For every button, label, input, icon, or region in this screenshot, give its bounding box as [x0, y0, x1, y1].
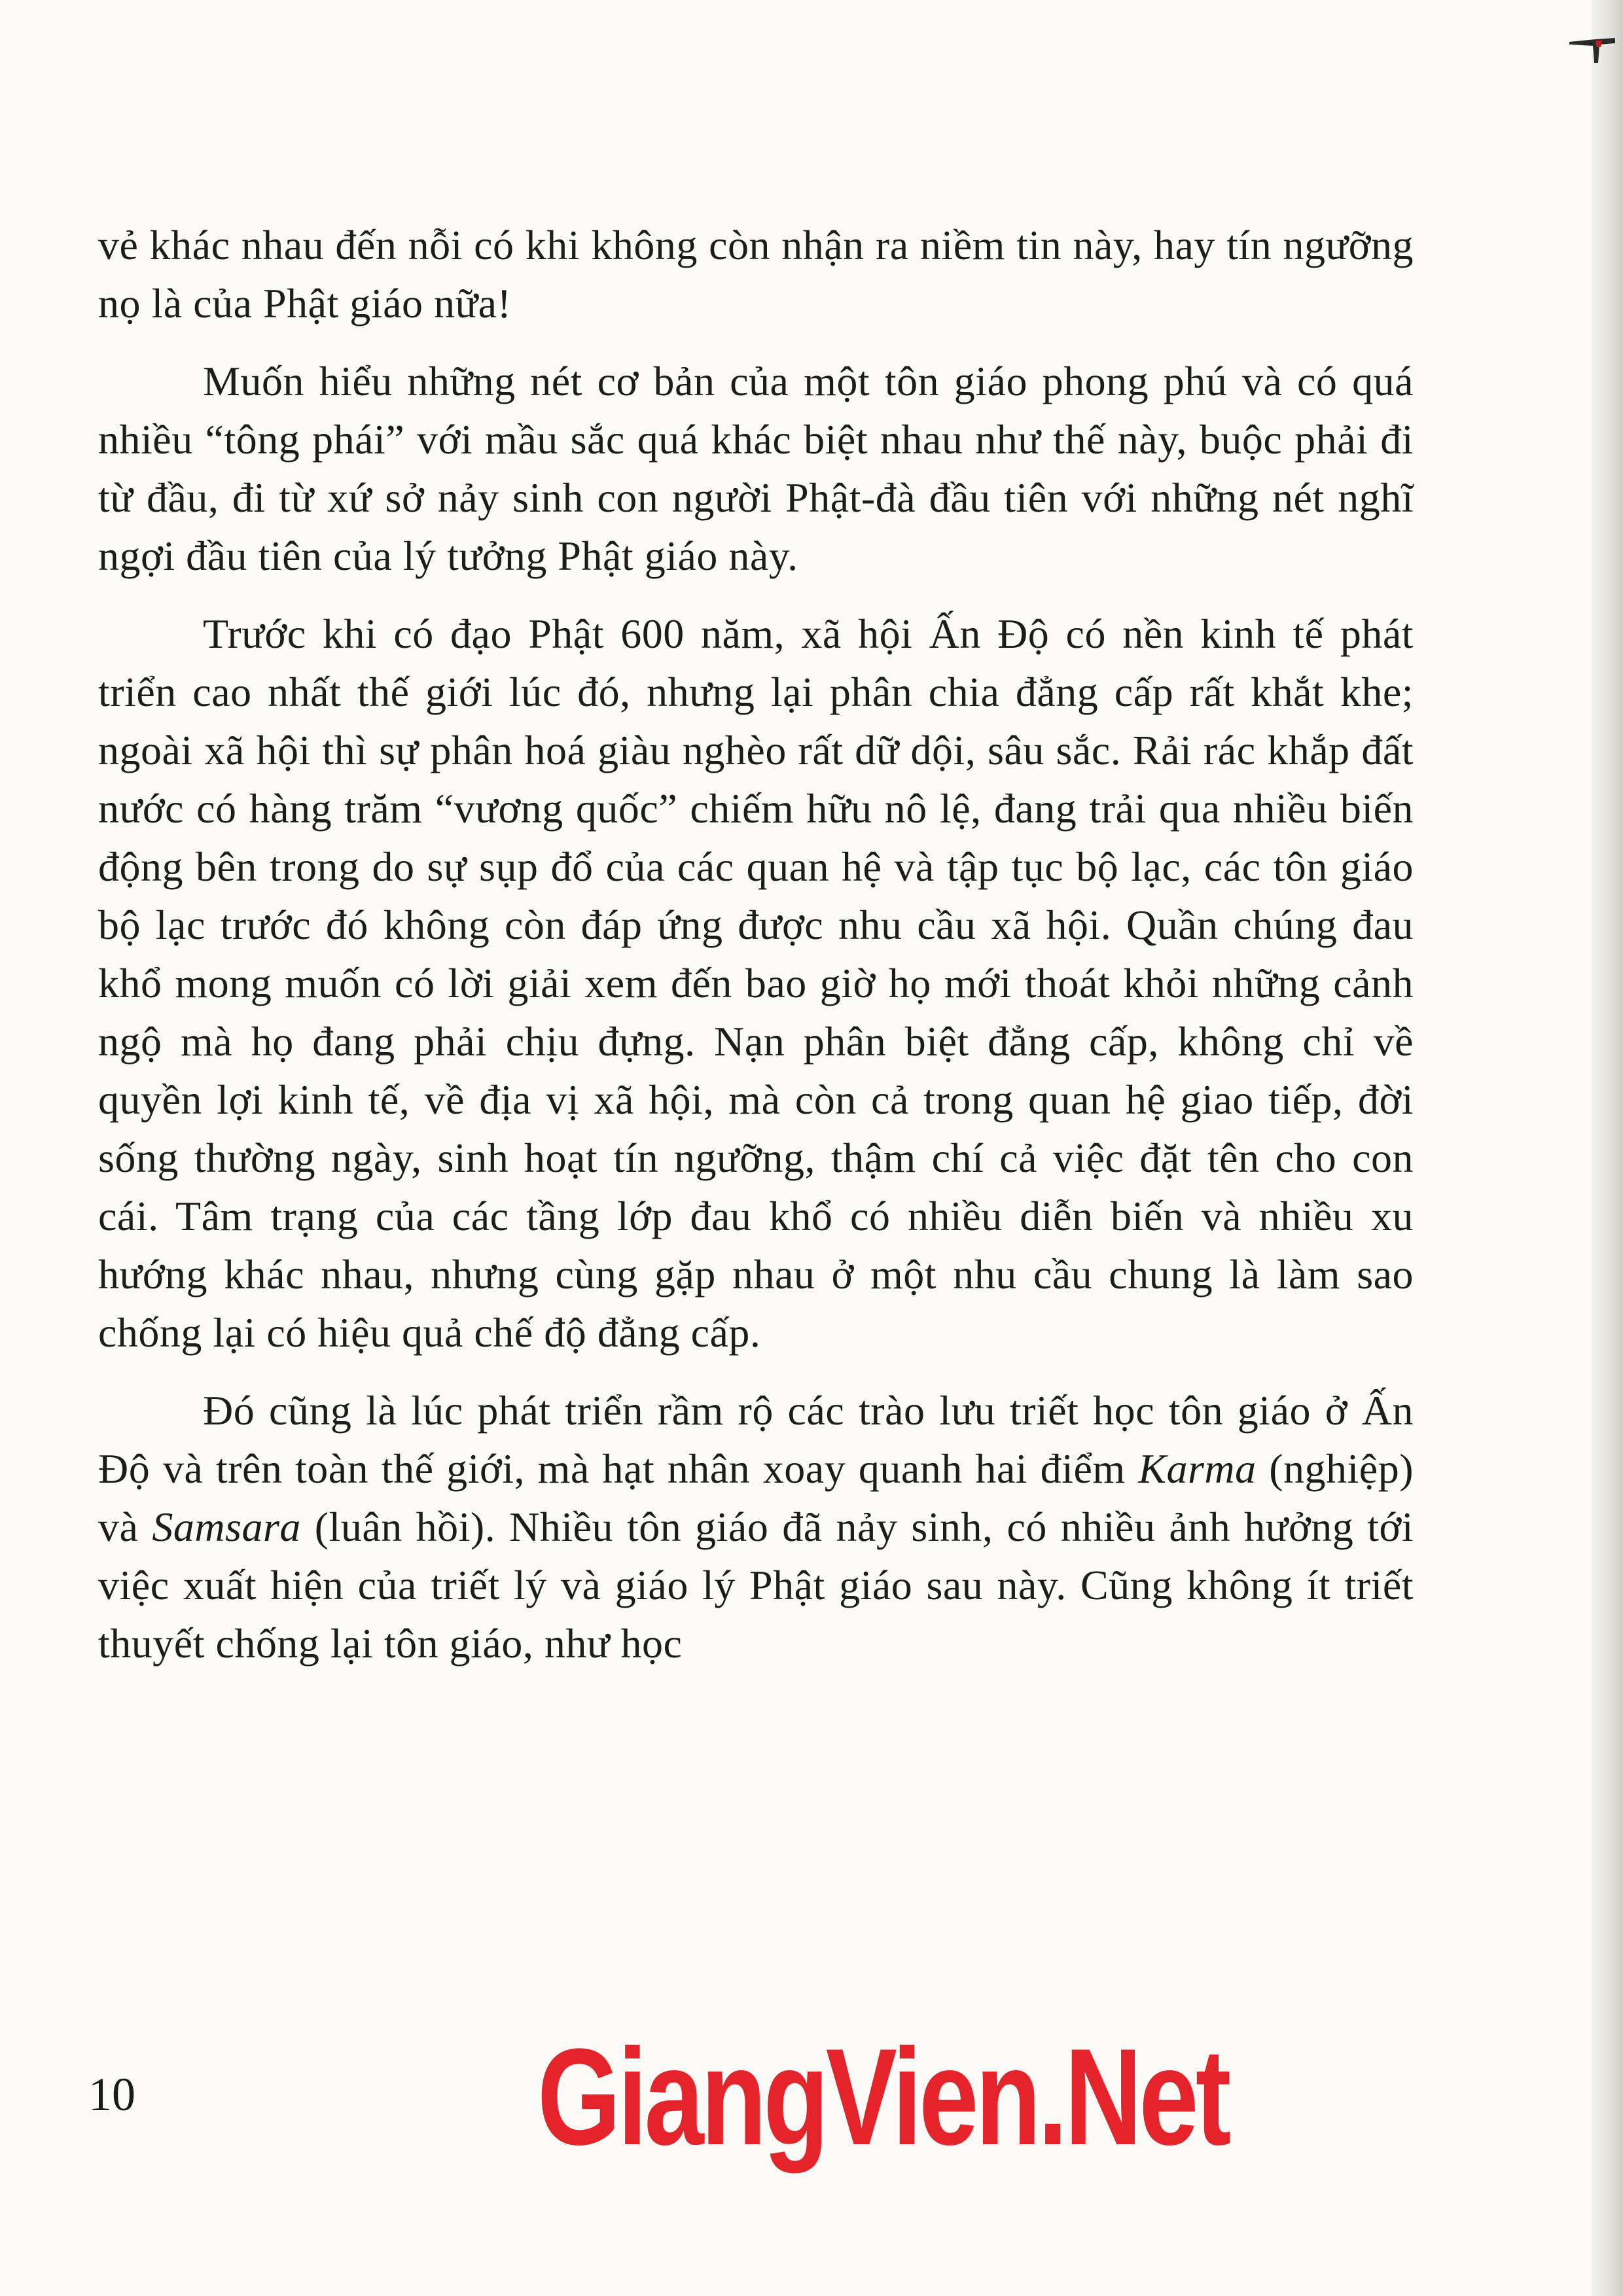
paragraph-2	[98, 352, 1414, 585]
paragraph-4	[98, 1381, 1414, 1672]
paragraph-4-text-a: Đó cũng là lúc phát triển rầm rộ các trào lưu triết học tôn giáo ở Ấn Độ và trên toàn thế giới, mà hạt nhân xoay quanh hai điểm	[98, 1387, 1414, 1492]
term-karma: Karma	[1138, 1445, 1257, 1492]
term-samsara: Samsara	[152, 1504, 301, 1550]
paragraph-4-text-c: (luân hồi). Nhiều tôn giáo đã nảy sinh, có nhiều ảnh hưởng tới việc xuất hiện của triết lý và giáo lý Phật giáo sau này. Cũng không ít triết thuyết chống lại tôn giáo, như học	[98, 1504, 1414, 1667]
paragraph-2-text: Muốn hiểu những nét cơ bản của một tôn giáo phong phú và có quá nhiều “tông phái” với mầu sắc quá khác biệt nhau như thế này, buộc phải đi từ đầu, đi từ xứ sở nảy sinh con người Phật-đà đầu tiên với những nét nghĩ ngợi đầu tiên của lý tưởng Phật giáo này.	[98, 358, 1414, 579]
page-edge-shadow	[1592, 0, 1623, 2296]
body-text	[98, 216, 1414, 1692]
page-number: 10	[88, 2068, 135, 2121]
paragraph-3-text: Trước khi có đạo Phật 600 năm, xã hội Ấn Độ có nền kinh tế phát triển cao nhất thế giới lúc đó, nhưng lại phân chia đẳng cấp rất khắt khe; ngoài xã hội thì sự phân hoá giàu nghèo rất dữ dội, sâu sắc. Rải rác khắp đất nước có hàng trăm “vương quốc” chiếm hữu nô lệ, đang trải qua nhiều biến động bên trong do sự sụp đổ của các quan hệ và tập tục bộ lạc, các tôn giáo bộ lạc trước đó không còn đáp ứng được nhu cầu xã hội. Quần chúng đau khổ mong muốn có lời giải xem đến bao giờ họ mới thoát khỏi những cảnh ngộ mà họ đang phải chịu đựng. Nạn phân biệt đẳng cấp, không chỉ về quyền lợi kinh tế, về địa vị xã hội, mà còn cả trong quan hệ giao tiếp, đời sống thường ngày, sinh hoạt tín ngưỡng, thậm chí cả việc đặt tên cho con cái. Tâm trạng của các tầng lớp đau khổ có nhiều diễn biến và nhiều xu hướng khác nhau, nhưng cùng gặp nhau ở một nhu cầu chung là làm sao chống lại có hiệu quả chế độ đẳng cấp.	[98, 610, 1414, 1356]
paragraph-4-text-b: (nghiệp) và	[98, 1445, 1414, 1550]
paragraph-3	[98, 605, 1414, 1362]
paragraph-1-text: vẻ khác nhau đến nỗi có khi không còn nhận ra niềm tin này, hay tín ngưỡng nọ là của Phật giáo nữa!	[98, 222, 1414, 327]
watermark-logo: GiangVien.Net	[537, 2020, 1228, 2174]
paragraph-1	[98, 216, 1414, 332]
corner-ink-mark	[1569, 38, 1615, 64]
